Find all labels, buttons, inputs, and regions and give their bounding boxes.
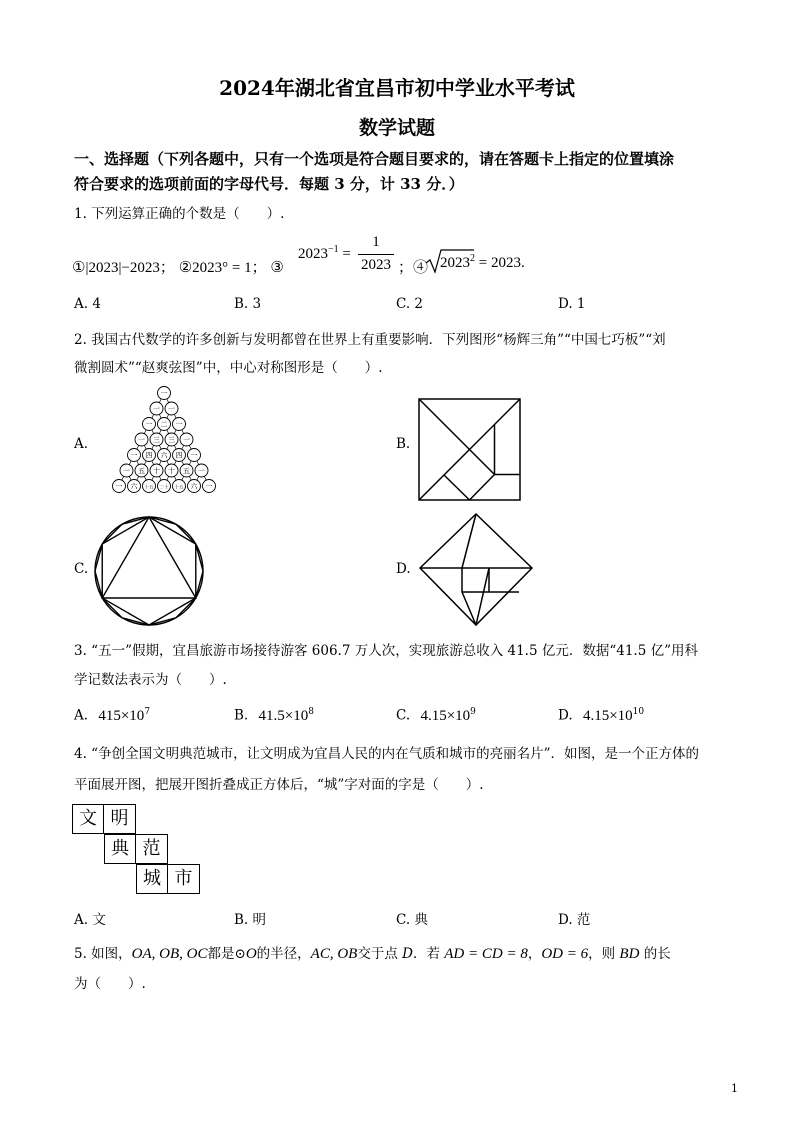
q3-stem-line2: 学记数法表示为（ ）. (74, 672, 227, 688)
yanghui-number: 十 (153, 467, 160, 475)
q5-text: 的长 (639, 946, 671, 962)
yanghui-number: 一 (168, 405, 175, 413)
q2-stem-line1: 2. 我国古代数学的许多创新与发明都曾在世界上有重要影响．下列图形“杨辉三角”“中国七巧板”“刘 (74, 332, 666, 348)
q4-option-d[interactable]: D. 范 (558, 912, 591, 928)
q3-option-d-mantissa: 4.15×10 (582, 707, 633, 724)
q1-item2-mark: ② (178, 260, 193, 276)
fraction-bar (358, 254, 394, 255)
q5-stem-line2: 为（ ）. (74, 976, 146, 992)
q1-item3-mark: ③ (270, 260, 284, 276)
net-cell-shi: 市 (168, 864, 200, 894)
q4-stem-line2: 平面展开图，把展开图折叠成正方体后，“城”字对面的字是（ ）. (74, 777, 484, 793)
q1-option-c[interactable]: C. 2 (396, 296, 424, 312)
q4-option-b[interactable]: B. 明 (234, 912, 267, 928)
q1-item1-mark: ① (72, 260, 86, 276)
q2-stem-line2: 微割圆术”“赵爽弦图”中，中心对称图形是（ ）. (74, 360, 383, 376)
section-heading-line2: 符合要求的选项前面的字母代号．每题 3 分，计 33 分．） (74, 175, 464, 193)
yanghui-number: 一 (183, 436, 190, 444)
yanghui-number: 一 (123, 467, 130, 475)
q5-text: 交于点 (357, 946, 403, 962)
q3-option-b-mantissa: 41.5×10 (258, 707, 309, 724)
q1-item4-exp: 2 (470, 253, 475, 264)
yanghui-number: 四 (145, 451, 153, 460)
q3-option-b-exponent: 8 (308, 707, 314, 717)
net-cell-fan: 范 (136, 834, 168, 864)
q5-radii: OA, OB, OC (131, 946, 208, 962)
net-cell-wen: 文 (72, 804, 104, 834)
q5-text: ，则 (588, 946, 620, 962)
exam-subtitle: 数学试题 (358, 117, 435, 139)
q5-stem-line1 (74, 942, 671, 963)
q1-end: . (520, 255, 525, 271)
q3-option-b[interactable] (234, 707, 314, 725)
yanghui-number: 四 (175, 451, 183, 460)
yanghui-number: 十五 (174, 485, 184, 491)
q5-chords: AC, OB (310, 946, 358, 962)
q2-option-c-label[interactable]: C. (74, 561, 89, 577)
q3-option-c-label: C. (396, 707, 411, 724)
q1-item2-expr: 2023° = 1 (192, 260, 252, 276)
yanghui-number: 一 (115, 482, 123, 491)
q1-expressions (72, 256, 284, 277)
net-cell-cheng: 城 (136, 864, 168, 894)
q5-text: ， (527, 946, 542, 962)
q3-stem-line1: 3. “五一”假期，宜昌旅游市场接待游客 606.7 万人次，实现旅游总收入 41.5 亿元．数据“41.5 亿”用科 (74, 643, 698, 659)
q1-item4 (398, 256, 428, 277)
yanghui-number: 二 (160, 420, 168, 429)
q3-option-a-exponent: 7 (144, 707, 151, 717)
yanghui-number: 十五 (144, 485, 154, 491)
exam-title: 2024年湖北省宜昌市初中学业水平考试 (219, 76, 575, 100)
q3-option-a-label: A. (74, 707, 89, 724)
yanghui-number: 一 (205, 482, 213, 491)
q4-option-a[interactable]: A. 文 (74, 912, 106, 928)
yanghui-number: 一 (175, 420, 183, 429)
yanghui-number: 三 (153, 436, 160, 444)
yanghui-number: 六 (160, 451, 168, 460)
circle-cutting-figure (92, 515, 206, 627)
q1-sep: ； (251, 260, 267, 276)
q1-stem: 1. 下列运算正确的个数是（ ）. (74, 206, 285, 222)
hex-polygon (102, 517, 196, 625)
yanghui-number: 三 (168, 436, 175, 444)
q1-item3-base-text: 2023 (298, 246, 328, 262)
q3-option-d-label: D. (558, 707, 573, 724)
q2-option-a-label[interactable]: A. (74, 436, 89, 452)
q1-item3-exp: −1 (328, 244, 339, 255)
q1-item3-base (298, 244, 351, 263)
yanghui-triangle-figure (90, 384, 238, 500)
q3-option-d[interactable] (558, 707, 644, 725)
net-cell-ming: 明 (104, 804, 136, 834)
q1-item4-mark: ④ (413, 260, 429, 276)
q1-item4-radicand (440, 253, 525, 272)
yanghui-number: 一 (130, 451, 138, 460)
yanghui-number: 一 (138, 436, 145, 444)
yanghui-number: 一 (153, 405, 160, 413)
q1-option-b[interactable]: B. 3 (234, 296, 262, 312)
net-cell-dian: 典 (104, 834, 136, 864)
q1-sep: ； (159, 260, 175, 276)
q5-point-d: D (402, 946, 413, 962)
q1-option-a[interactable]: A. 4 (74, 296, 101, 312)
q5-condition-2: OD = 6 (541, 946, 589, 962)
q5-text: 的半径， (256, 946, 311, 962)
q5-text: 都是⊙ (207, 946, 246, 962)
page-number: 1 (731, 1082, 738, 1095)
q3-option-c-exponent: 9 (470, 707, 476, 717)
q3-option-a[interactable] (74, 707, 150, 725)
q5-condition-1: AD = CD = 8 (444, 946, 528, 962)
q1-sep: ； (398, 260, 414, 276)
q1-item4-rhs: = 2023 (478, 255, 521, 271)
q2-option-d-label[interactable]: D. (396, 561, 411, 577)
q1-item4-rad: 2023 (440, 255, 470, 271)
q1-item3-eq: = (342, 246, 351, 262)
q1-item3-denominator: 2023 (361, 257, 391, 273)
q4-option-c[interactable]: C. 典 (396, 912, 428, 928)
yanghui-number: 六 (190, 482, 198, 491)
q5-segment-bd: BD (619, 946, 640, 962)
q5-center: O (245, 946, 257, 962)
q5-text: ．若 (412, 946, 445, 962)
q1-item3-numerator: 1 (372, 234, 380, 250)
q1-option-d[interactable]: D. 1 (558, 296, 586, 312)
q4-stem-line1: 4. “争创全国文明典范城市，让文明成为宜昌人民的内在气质和城市的亮丽名片”．如图，是一个正方体的 (74, 746, 699, 762)
q2-option-b-label[interactable]: B. (396, 436, 411, 452)
yanghui-number: 十 (168, 467, 175, 475)
yanghui-number: 一 (190, 451, 198, 460)
tangram-figure (418, 398, 522, 502)
yanghui-number: 五 (183, 467, 190, 475)
yanghui-number: 二十 (159, 485, 169, 491)
q3-option-c[interactable] (396, 707, 476, 725)
yanghui-number: 一 (145, 420, 153, 429)
q3-option-c-mantissa: 4.15×10 (420, 707, 471, 724)
zhaoshuang-figure (418, 512, 534, 628)
q5-text: 5. 如图， (74, 946, 132, 962)
section-heading-line1: 一、选择题（下列各题中，只有一个选项是符合题目要求的，请在答题卡上指定的位置填涂 (74, 150, 675, 168)
yanghui-number: 一 (198, 467, 205, 475)
q3-option-d-exponent: 10 (632, 707, 645, 717)
q3-option-a-mantissa: 415×10 (98, 707, 145, 724)
q1-item1-expr: |2023|−2023 (85, 260, 160, 276)
q3-option-b-label: B. (234, 707, 249, 724)
yanghui-number: 六 (130, 482, 138, 491)
yanghui-number: 一 (160, 389, 168, 398)
yanghui-number: 五 (138, 467, 145, 475)
